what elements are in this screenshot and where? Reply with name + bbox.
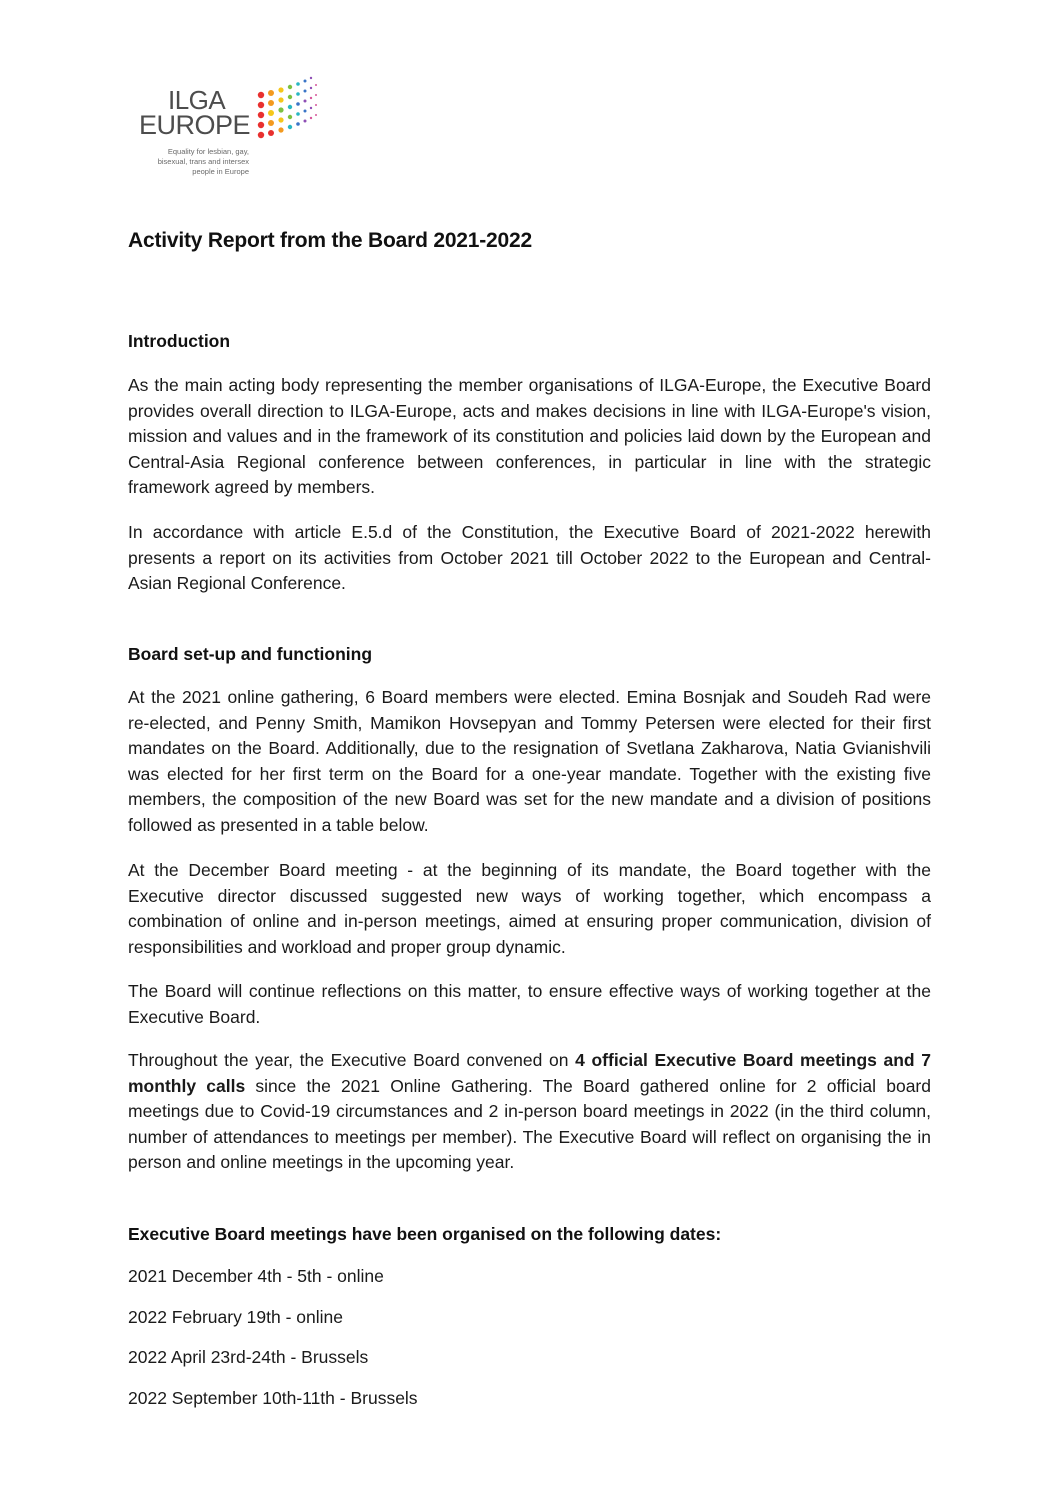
board-setup-heading: Board set-up and functioning (128, 644, 373, 664)
meetings-heading: Executive Board meetings have been organised on the following dates: (128, 1224, 722, 1244)
ilga-europe-logo (139, 74, 339, 184)
logo-text-europe: EUROPE (139, 110, 251, 140)
board-setup-paragraph-1: At the 2021 online gathering, 6 Board members were elected. Emina Bosnjak and Soudeh Rad were re-elected, and Penny Smith, Mamikon Hovsepyan and Tommy Petersen were elected for their first mandates on the Board. Additionally, due to the resignation of Svetlana Zakharova, Natia Gvianishvili was elected for her first term on the Board for a one-year mandate. Together with the existing five members, the composition of the new Board was set for the new mandate and a division of positions followed as presented in a table below. (128, 687, 931, 835)
logo-text-ilga: ILGA (168, 85, 226, 115)
board-setup-paragraph-3: The Board will continue reflections on this matter, to ensure effective ways of working together at the Executive Board. (128, 981, 931, 1027)
meeting-date-4: 2022 September 10th-11th - Brussels (128, 1388, 418, 1408)
introduction-paragraph-2: In accordance with article E.5.d of the Constitution, the Executive Board of 2021-2022 herewith presents a report on its activities from October 2021 till October 2022 to the European and Central-Asian Regional Conference. (128, 522, 931, 594)
rainbow-dots-icon (253, 74, 323, 144)
introduction-paragraph-1: As the main acting body representing the member organisations of ILGA-Europe, the Executive Board provides overall direction to ILGA-Europe, acts and makes decisions in line with ILGA-Europe's vision, mission and values and in the framework of its constitution and policies laid down by the European and Central-Asia Regional conference between conferences, in particular in line with the strategic framework agreed by members. (128, 375, 931, 498)
meeting-date-2: 2022 February 19th - online (128, 1307, 343, 1327)
paragraph-4-text-c: since the 2021 Online Gathering. The Board gathered online for 2 official board meetings due to Covid-19 circumstances and 2 in-person board meetings in 2022 (in the third column, number of attendances to meetings per member). The Executive Board will reflect on organising the in person and online meetings in the upcoming year. (128, 1075, 931, 1173)
paragraph-4-text-a: Throughout the year, the Executive Board convened on (128, 1050, 576, 1070)
logo-tagline: Equality for lesbian, gay, bisexual, trans and intersex people in Europe (157, 147, 249, 176)
board-setup-paragraph-2: At the December Board meeting - at the beginning of its mandate, the Board together with the Executive director discussed suggested new ways of working together, which encompass a combination of online and in-person meetings, aimed at ensuring proper communication, division of responsibilities and workload and proper group dynamic. (128, 860, 931, 957)
meeting-date-1: 2021 December 4th - 5th - online (128, 1266, 384, 1286)
introduction-heading: Introduction (128, 331, 231, 351)
board-setup-paragraph-4 (128, 1048, 931, 1176)
paragraph-4-bold-text: 4 official Executive Board meetings and 7 monthly calls (128, 1050, 931, 1096)
page-title: Activity Report from the Board 2021-2022 (128, 229, 532, 252)
meeting-date-3: 2022 April 23rd-24th - Brussels (128, 1347, 369, 1367)
